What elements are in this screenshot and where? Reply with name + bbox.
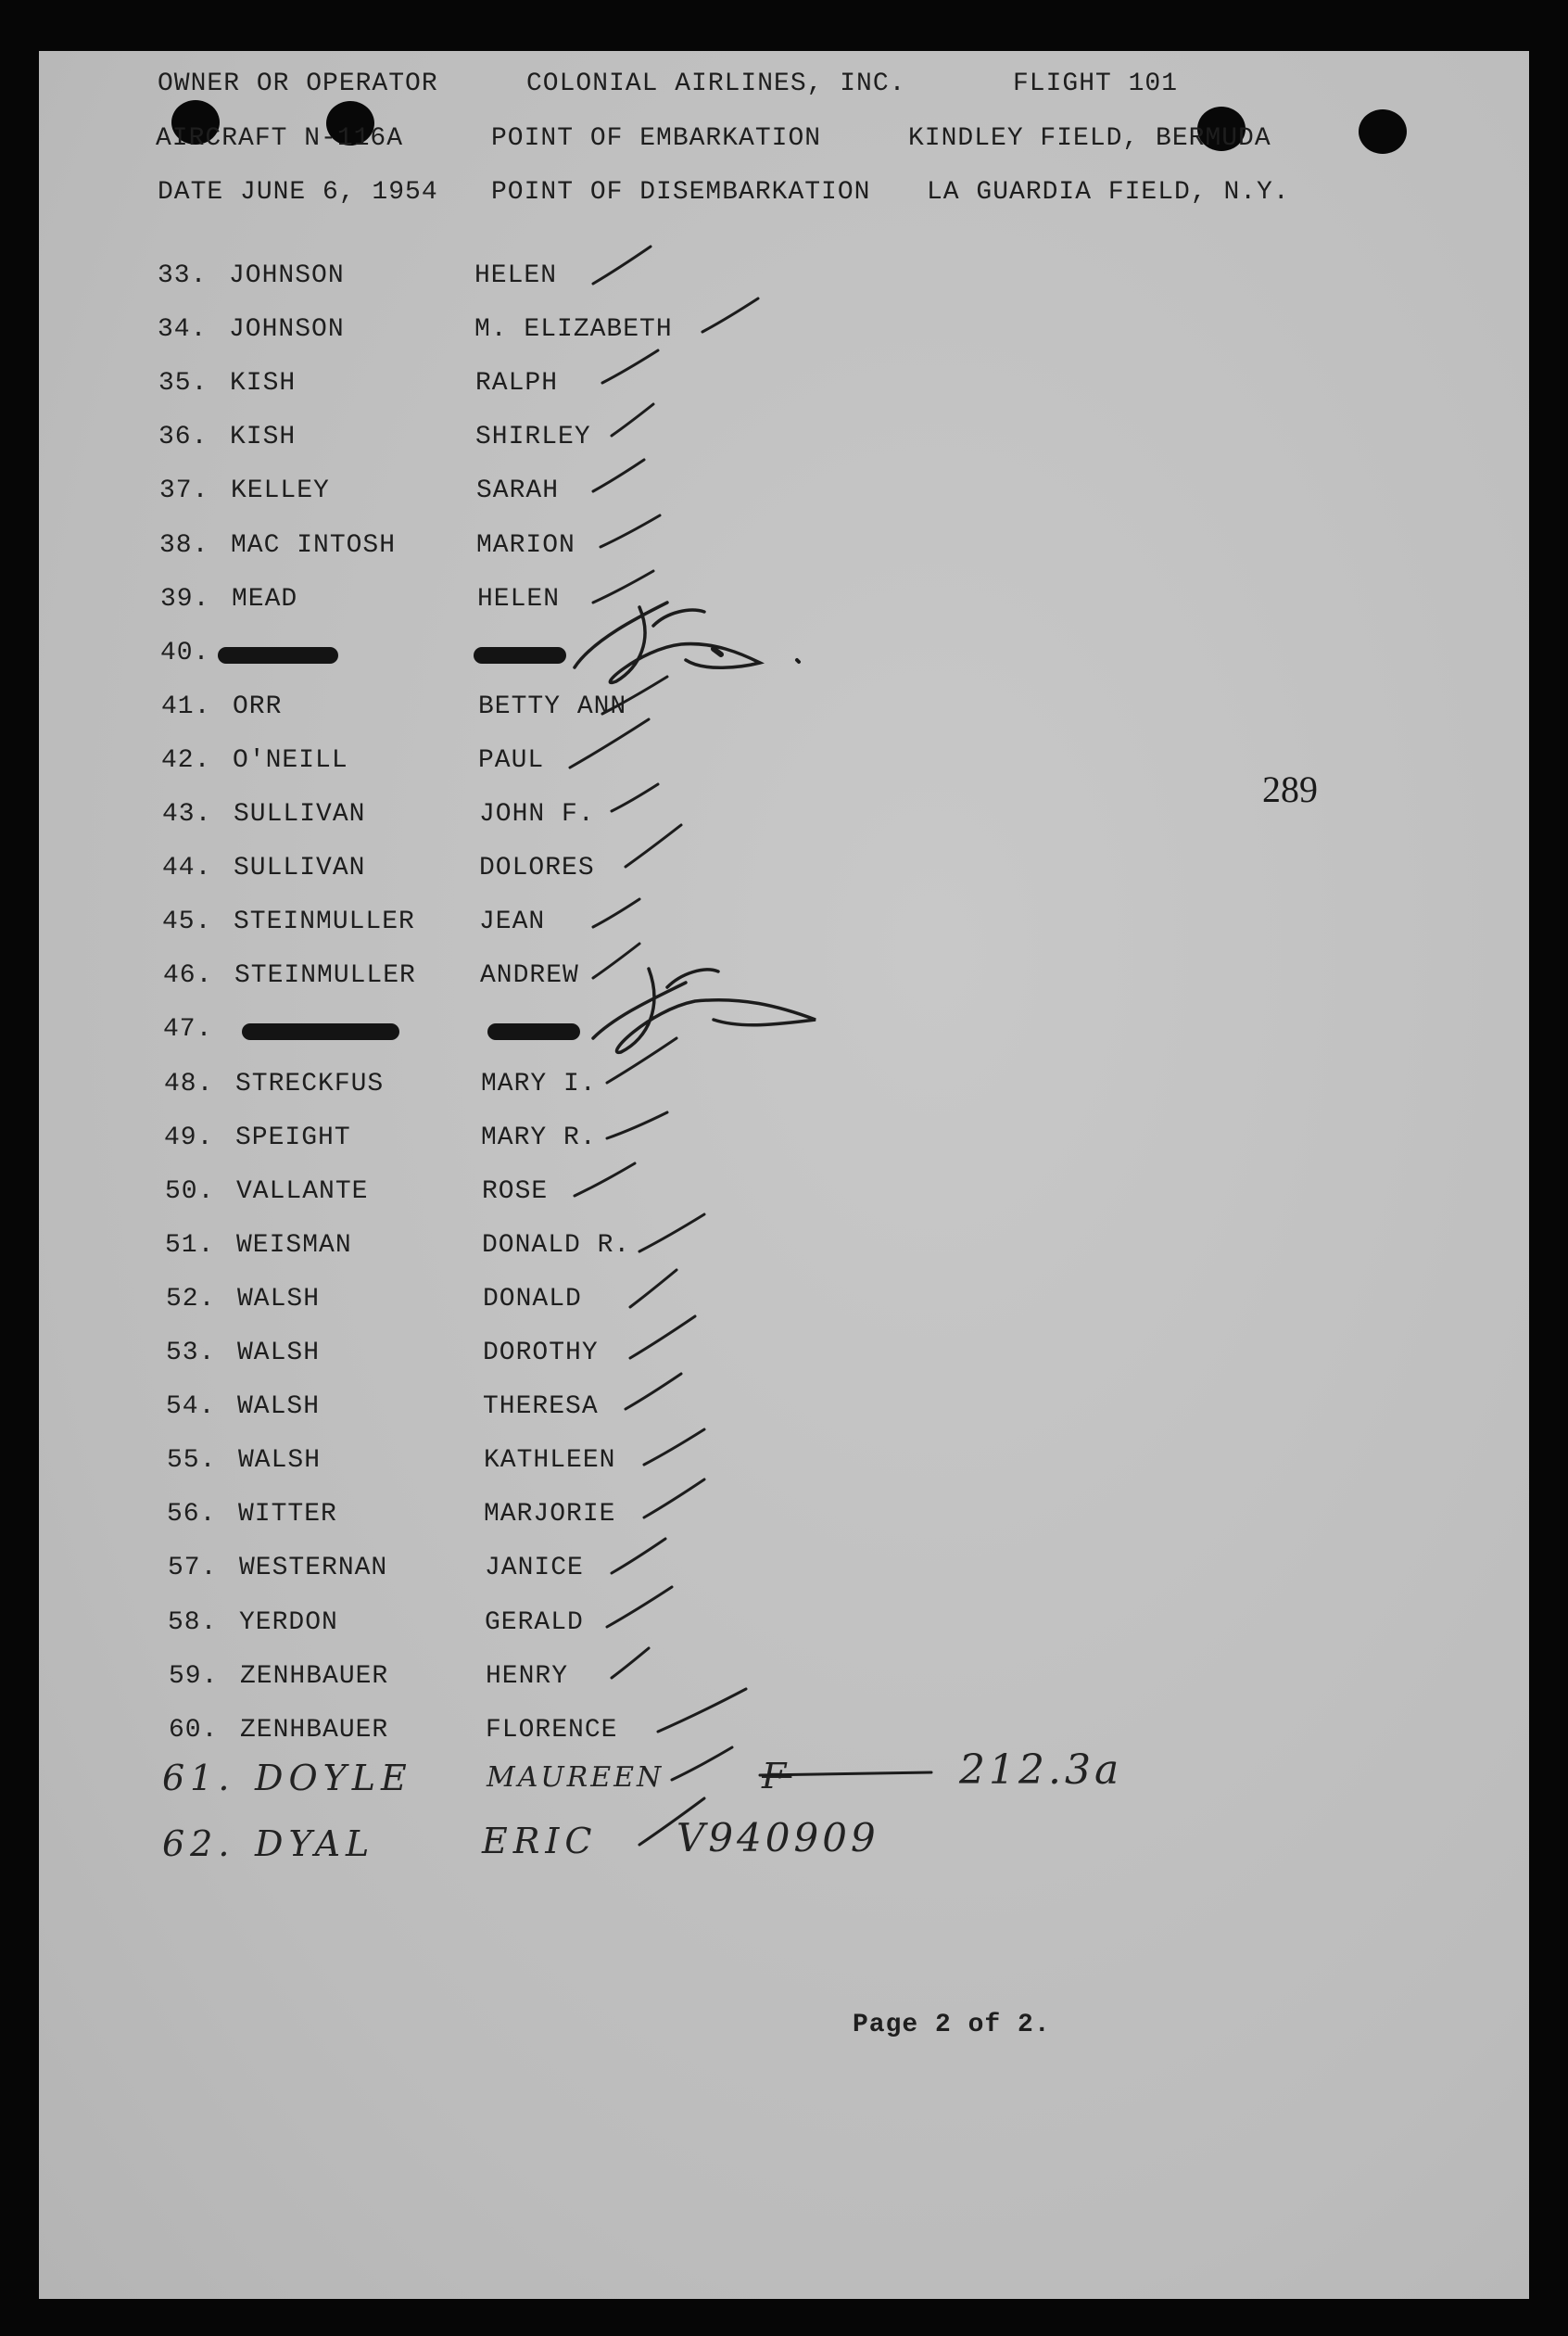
passenger-first-name: BETTY ANN: [478, 692, 627, 721]
passenger-number: 56.: [167, 1500, 217, 1529]
passenger-last-name: WALSH: [237, 1392, 321, 1421]
passenger-first-name: PAUL: [478, 746, 545, 775]
passenger-number: 59.: [169, 1662, 219, 1691]
passenger-first-name: MARION: [476, 531, 575, 560]
passenger-first-name: DONALD R.: [482, 1231, 631, 1260]
passenger-number: 40.: [160, 639, 210, 667]
passenger-last-name: KISH: [230, 423, 297, 451]
passenger-number: 50.: [165, 1177, 215, 1206]
passenger-first-name: MARJORIE: [484, 1500, 616, 1529]
passenger-last-name: YERDON: [239, 1608, 338, 1637]
passenger-first-name: KATHLEEN: [484, 1446, 616, 1475]
handwritten-note: V940909: [677, 1815, 879, 1860]
passenger-first-name: ERIC: [482, 1821, 598, 1861]
passenger-first-name: RALPH: [475, 369, 559, 398]
passenger-last-name: STRECKFUS: [235, 1070, 385, 1098]
passenger-first-name: MAUREEN: [487, 1761, 664, 1794]
passenger-number: 47.: [163, 1015, 213, 1044]
passenger-number: 58.: [168, 1608, 218, 1637]
passenger-last-name: MAC INTOSH: [231, 531, 397, 560]
passenger-number: 42.: [161, 746, 211, 775]
passenger-last-name: VALLANTE: [236, 1177, 369, 1206]
passenger-last-name: KISH: [230, 369, 297, 398]
passenger-first-name: M. ELIZABETH: [474, 315, 673, 344]
passenger-number: 53.: [166, 1339, 216, 1367]
passenger-last-name: WALSH: [237, 1285, 321, 1314]
passenger-last-name: WALSH: [237, 1339, 321, 1367]
passenger-last-name: WESTERNAN: [239, 1554, 388, 1582]
passenger-number: 52.: [166, 1285, 216, 1314]
passenger-last-name: JOHNSON: [229, 315, 345, 344]
passenger-last-name: STEINMULLER: [234, 908, 415, 936]
passenger-last-name: WALSH: [238, 1446, 322, 1475]
passenger-last-name: ZENHBAUER: [240, 1716, 389, 1745]
passenger-last-name: SPEIGHT: [235, 1124, 351, 1152]
passenger-last-name: O'NEILL: [233, 746, 348, 775]
passenger-first-name: DOROTHY: [483, 1339, 599, 1367]
passenger-first-name: SARAH: [476, 476, 560, 505]
flight-number: FLIGHT 101: [1013, 70, 1179, 98]
passenger-first-name: JOHN F.: [479, 800, 595, 829]
redaction-mark: [242, 1023, 399, 1040]
redaction-mark: [474, 647, 566, 664]
flight-date: DATE JUNE 6, 1954: [158, 178, 438, 207]
punch-hole: [1359, 109, 1407, 154]
embarkation-value: KINDLEY FIELD, BERMUDA: [908, 124, 1271, 153]
passenger-first-name: DONALD: [483, 1285, 582, 1314]
owner-value: COLONIAL AIRLINES, INC.: [526, 70, 906, 98]
passenger-last-name: ORR: [233, 692, 283, 721]
passenger-last-name: SULLIVAN: [234, 800, 366, 829]
passenger-number: 55.: [167, 1446, 217, 1475]
passenger-first-name: JANICE: [485, 1554, 584, 1582]
passenger-number: 39.: [160, 585, 210, 614]
aircraft-number: AIRCRAFT N-116A: [156, 124, 404, 153]
passenger-number: 41.: [161, 692, 211, 721]
passenger-last-name: JOHNSON: [229, 261, 345, 290]
passenger-number: 45.: [162, 908, 212, 936]
passenger-first-name: ANDREW: [480, 961, 579, 990]
disembarkation-value: LA GUARDIA FIELD, N.Y.: [927, 178, 1290, 207]
passenger-first-name: ROSE: [482, 1177, 549, 1206]
passenger-last-name: KELLEY: [231, 476, 330, 505]
passenger-last-name: MEAD: [232, 585, 298, 614]
embarkation-label: POINT OF EMBARKATION: [491, 124, 822, 153]
passenger-number: 35.: [158, 369, 209, 398]
passenger-number: 46.: [163, 961, 213, 990]
passenger-number: 57.: [168, 1554, 218, 1582]
disembarkation-label: POINT OF DISEMBARKATION: [491, 178, 871, 207]
passenger-first-name: GERALD: [485, 1608, 584, 1637]
passenger-number: 54.: [166, 1392, 216, 1421]
passenger-last-name: ZENHBAUER: [240, 1662, 389, 1691]
passenger-number: 33.: [158, 261, 208, 290]
redaction-mark: [218, 647, 338, 664]
passenger-last-name: DYAL: [255, 1823, 375, 1864]
passenger-last-name: DOYLE: [255, 1758, 412, 1798]
passenger-number: 60.: [169, 1716, 219, 1745]
owner-label: OWNER OR OPERATOR: [158, 70, 438, 98]
passenger-number: 34.: [158, 315, 208, 344]
struck-note: F: [762, 1756, 792, 1796]
passenger-number: 44.: [162, 854, 212, 882]
passenger-first-name: MARY I.: [481, 1070, 597, 1098]
passenger-first-name: FLORENCE: [486, 1716, 618, 1745]
redaction-mark: [487, 1023, 580, 1040]
passenger-number: 49.: [164, 1124, 214, 1152]
passenger-first-name: HELEN: [474, 261, 558, 290]
passenger-first-name: SHIRLEY: [475, 423, 591, 451]
passenger-last-name: SULLIVAN: [234, 854, 366, 882]
passenger-number: 37.: [159, 476, 209, 505]
passenger-first-name: MARY R.: [481, 1124, 597, 1152]
passenger-last-name: WITTER: [238, 1500, 337, 1529]
passenger-first-name: HELEN: [477, 585, 561, 614]
passenger-number: 38.: [159, 531, 209, 560]
page-number: 289: [1262, 768, 1318, 810]
passenger-first-name: HENRY: [486, 1662, 569, 1691]
passenger-number: 48.: [164, 1070, 214, 1098]
passenger-first-name: DOLORES: [479, 854, 595, 882]
passenger-number: 36.: [158, 423, 209, 451]
passenger-number: 51.: [165, 1231, 215, 1260]
passenger-last-name: STEINMULLER: [234, 961, 416, 990]
handwritten-note: 212.3a: [959, 1746, 1123, 1794]
passenger-first-name: THERESA: [483, 1392, 599, 1421]
passenger-number: 62.: [162, 1823, 235, 1864]
passenger-number: 43.: [162, 800, 212, 829]
passenger-number: 61.: [162, 1758, 235, 1798]
page-footer: Page 2 of 2.: [853, 2011, 1051, 2039]
passenger-first-name: JEAN: [479, 908, 546, 936]
passenger-last-name: WEISMAN: [236, 1231, 352, 1260]
